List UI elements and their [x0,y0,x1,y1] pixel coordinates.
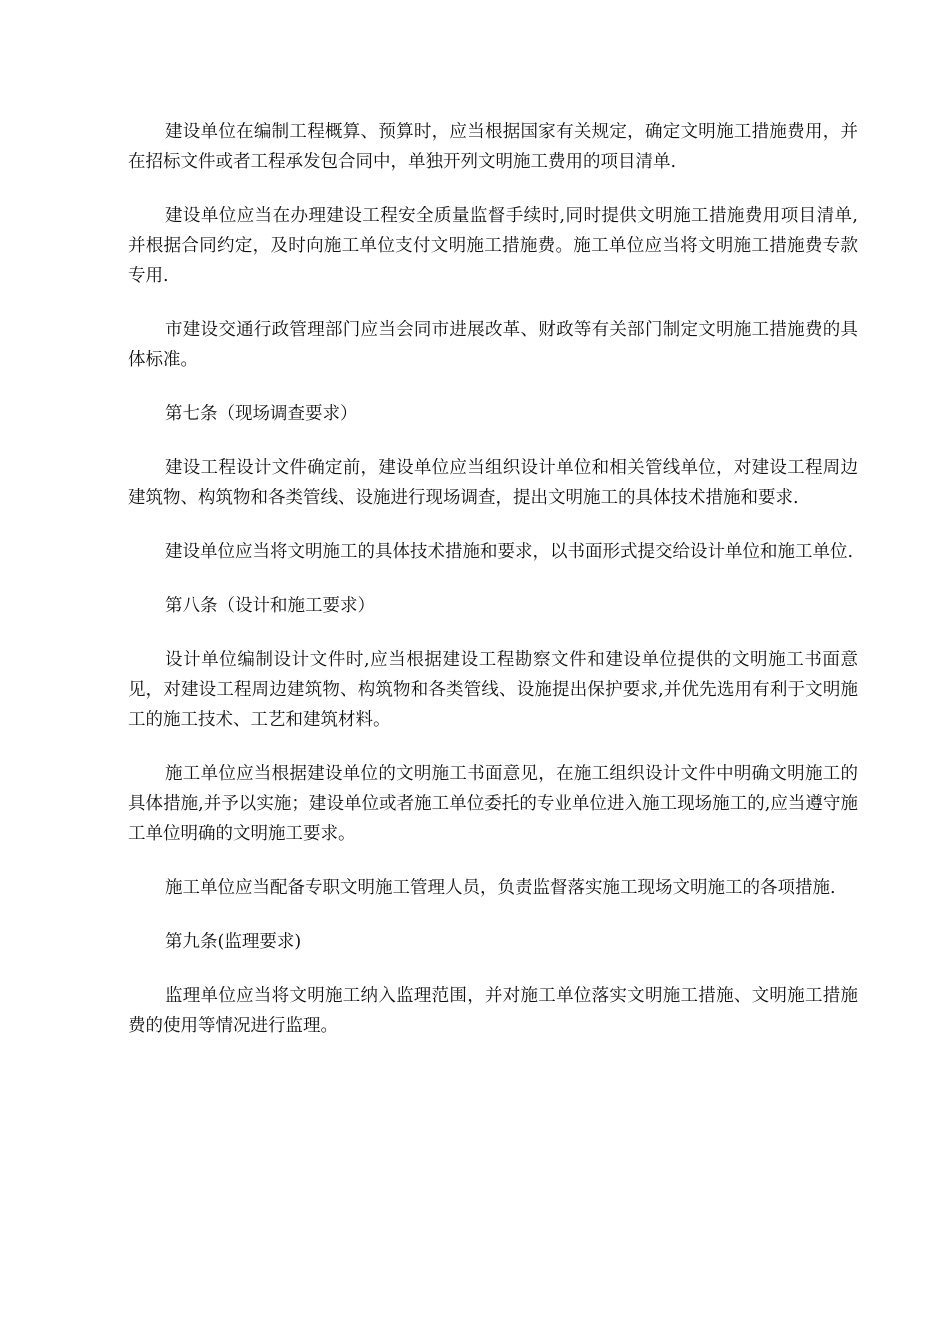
document-body [128,117,858,1065]
article-8-heading: 第八条（设计和施工要求） [165,596,375,616]
para-site-survey: 建设工程设计文件确定前，建设单位应当组织设计单位和相关管线单位，对建设工程周边建筑物、构筑物和各类管线、设施进行现场调查，提出文明施工的具体技术措施和要求. [128,458,858,508]
para-budget-measures: 建设单位在编制工程概算、预算时，应当根据国家有关规定，确定文明施工措施费用，并在招标文件或者工程承发包合同中，单独开列文明施工费用的项目清单. [128,122,858,172]
para-standard: 市建设交通行政管理部门应当会同市进展改革、财政等有关部门制定文明施工措施费的具体标准。 [128,320,858,370]
article-7-heading: 第七条（现场调查要求） [165,404,358,424]
para-written-submission: 建设单位应当将文明施工的具体技术措施和要求，以书面形式提交给设计单位和施工单位. [165,542,854,562]
para-supervision: 监理单位应当将文明施工纳入监理范围，并对施工单位落实文明施工措施、文明施工措施费的使用等情况进行监理。 [128,986,858,1036]
article-9-heading: 第九条(监理要求) [165,932,302,952]
para-design-requirements: 设计单位编制设计文件时,应当根据建设工程勘察文件和建设单位提供的文明施工书面意见，对建设工程周边建筑物、构筑物和各类管线、设施提出保护要求,并优先选用有利于文明施工的施工技术、工艺和建筑材料。 [128,650,858,730]
para-construction-measures: 施工单位应当根据建设单位的文明施工书面意见，在施工组织设计文件中明确文明施工的具体措施,并予以实施；建设单位或者施工单位委托的专业单位进入施工现场施工的,应当遵守施工单位明确的文明施工要求。 [128,764,858,844]
para-management-staff: 施工单位应当配备专职文明施工管理人员，负责监督落实施工现场文明施工的各项措施. [165,878,836,898]
para-payment: 建设单位应当在办理建设工程安全质量监督手续时,同时提供文明施工措施费用项目清单,并根据合同约定，及时向施工单位支付文明施工措施费。施工单位应当将文明施工措施费专款专用. [128,206,858,286]
